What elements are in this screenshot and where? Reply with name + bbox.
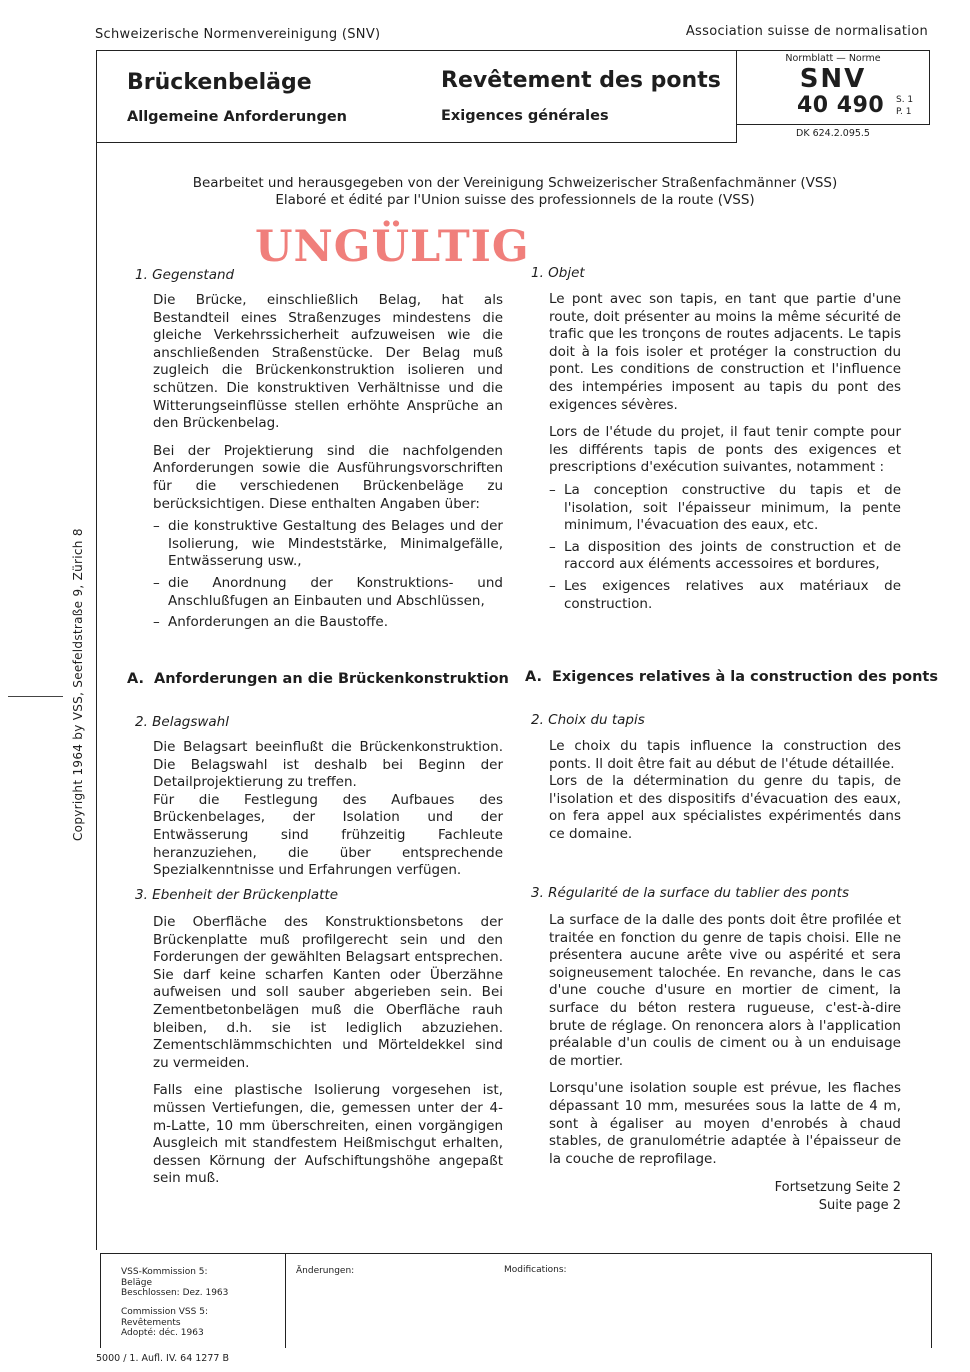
section-2-body-fr <box>549 738 901 854</box>
list-item: – Anforderungen an die Baustoffe. <box>153 614 388 631</box>
section-a-heading-fr: A. Exigences relatives à la construction des ponts <box>525 669 938 685</box>
header-bottom-rule <box>96 142 737 143</box>
changes-de-label: Änderungen: <box>296 1266 355 1276</box>
section-3-body-fr <box>549 912 901 1178</box>
section-3-para-1-fr: La surface de la dalle des ponts doit être profilée et traitée en fonction du genre de tapis choisi. Elle ne présentera aucune arête vive ou aspérité et sera soigneusement talochée. En revanche, dans le cas d'une couche d'usure en mortier de ciment, la surface du béton restera rugueuse, c'est-à-dire brute de réglage. On renoncera alors à l'application préalable d'un coulis de ciment ou à un enduisage de mortier. <box>549 912 901 1069</box>
section-1-list-fr <box>549 482 901 613</box>
copyright-side-text: Copyright 1964 by VSS, Seefeldstraße 9, Zürich 8 <box>71 528 85 841</box>
section-1-para-1-de: Die Brücke, einschließlich Belag, hat als Bestandteil eines Straßenzuges mindestens die gleiche Verkehrssicherheit aufzuweisen wie die anschließenden Straßenstücke. Der Belag muß zugleich die Brückenkonstruktion isolieren und schützen. Die konstruktiven Verhältnisse und die Witterungseinflüsse stellen erhöhte Ansprüche an den Brückenbelag. <box>153 292 503 432</box>
subtitle-de: Allgemeine Anforderungen <box>127 109 348 125</box>
section-1-list-de <box>153 518 503 632</box>
section-2-para-2-fr: Lors de la détermination du genre du tapis, de l'isolation et des dispositifs d'évacuation des eaux, on fera appel aux spécialistes expérimentés dans ce domaine. <box>549 773 901 842</box>
sheet-page <box>896 94 913 118</box>
section-3-title-de: 3. Ebenheit der Brückenplatte <box>135 887 339 903</box>
page-number: P. 1 <box>896 107 912 117</box>
title-fr: Revêtement des ponts <box>441 68 721 93</box>
side-margin-mark <box>8 696 63 697</box>
norm-box-mid-rule <box>736 124 930 125</box>
norm-box-right-rule <box>929 50 930 125</box>
subtitle-fr: Exigences générales <box>441 108 609 124</box>
commission-fr: Commission VSS 5: Revêtements Adopté: déc. 1963 <box>121 1307 208 1338</box>
section-1-body-de <box>153 292 503 636</box>
section-2-title-de: 2. Belagswahl <box>135 714 229 730</box>
section-1-para-2-fr: Lors de l'étude du projet, il faut tenir compte pour les différents tapis de ponts des exigences et prescriptions d'exécution suivantes, notamment : <box>549 424 901 476</box>
credit-fr: Elaboré et édité par l'Union suisse des professionnels de la route (VSS) <box>275 192 755 208</box>
section-3-para-2-de: Falls eine plastische Isolierung vorgesehen ist, müssen Vertiefungen, die, gemessen unter der 4-m-Latte, 10 mm überschreiten, einen vorgängigen Ausgleich mit standfestem Heißmischgut erhalten, dessen Körnung der Aufschiftungshöhe angepaßt sein muß. <box>153 1082 503 1187</box>
section-1-body-fr <box>549 291 901 617</box>
section-3-para-2-fr: Lorsqu'une isolation souple est prévue, les flaches dépassant 10 mm, mesurées sous la latte de 4 m, sont à égaliser au moyen d'enrobés à chaud stables, de granulométrie adaptée à l'épaisseur de la couche de reprofilage. <box>549 1080 901 1167</box>
norm-org: SNV <box>799 64 867 94</box>
sheet-number: S. 1 <box>896 95 914 105</box>
section-2-para-1-fr: Le choix du tapis influence la construction des ponts. Il doit être fait au début de l'étude détaillée. <box>549 738 901 772</box>
footer-box <box>100 1253 932 1348</box>
list-item: – die Anordnung der Konstruktions- und Anschlußfugen an Einbauten und Abschlüssen, <box>153 574 503 609</box>
section-3-para-1-de: Die Oberfläche des Konstruktionsbetons der Brückenplatte muß profilgerecht sein und den Forderungen der gewählten Belagsart entsprechen. Sie darf keine scharfen Kanten oder Überzähne aufweisen und soll sauber abgerieben sein. Bei Zementbetonbelägen muß die Oberfläche rauh bleiben, d.h. sie ist lediglich abzuziehen. Zementschlämmschichten und Mörteldekkel sind zu vermeiden. <box>153 914 503 1071</box>
continuation-note <box>775 1179 901 1214</box>
dk-classification: DK 624.2.095.5 <box>796 128 870 139</box>
header-top-rule <box>96 50 930 51</box>
continuation-fr: Suite page 2 <box>818 1197 901 1213</box>
invalid-stamp: UNGÜLTIG <box>255 222 530 272</box>
print-run-line: 5000 / 1. Aufl. IV. 64 1277 B <box>96 1353 229 1364</box>
section-1-title-fr: 1. Objet <box>531 265 585 281</box>
section-1-para-1-fr: Le pont avec son tapis, en tant que partie d'une route, doit présenter au moins la même sécurité de trafic que les tronçons de routes adjacents. Le tapis doit à la fois isoler et protéger la construction du pont. Les conditions de construction et l'influence des intempéries imposent au tapis du pont des exigences sévères. <box>549 291 901 413</box>
continuation-de: Fortsetzung Seite 2 <box>774 1180 901 1195</box>
norm-label: Normblatt — Norme <box>785 53 881 64</box>
section-3-title-fr: 3. Régularité de la surface du tablier des ponts <box>531 885 849 901</box>
list-item: – La disposition des joints de construction et de raccord aux éléments accessoires et bordures, <box>549 538 901 573</box>
commission-de: VSS-Kommission 5: Beläge Beschlossen: Dez. 1963 <box>121 1267 229 1298</box>
list-item: – Les exigences relatives aux matériaux de construction. <box>549 577 901 612</box>
title-de: Brückenbeläge <box>127 70 312 95</box>
norm-number: 40 490 <box>797 93 885 118</box>
list-item: – die konstruktive Gestaltung des Belages und der Isolierung, wie Mindeststärke, Minimalgefälle, Entwässerung usw., <box>153 518 503 570</box>
section-1-title-de: 1. Gegenstand <box>135 267 235 283</box>
org-name-fr: Association suisse de normalisation <box>685 24 928 39</box>
section-2-para-2-de: Für die Festlegung des Aufbaues des Brückenbelages, der Isolation und der Entwässerung sind frühzeitig Fachleute heranzuziehen, die über entsprechende Spezialkenntnisse und Erfahrungen verfügen. <box>153 791 503 879</box>
org-name-de: Schweizerische Normenvereinigung (SNV) <box>95 27 381 42</box>
section-a-heading-de: A. Anforderungen an die Brückenkonstruktion <box>127 671 509 687</box>
section-3-body-de <box>153 914 503 1198</box>
section-2-body-de <box>153 739 503 890</box>
list-item: – La conception constructive du tapis et de l'isolation, soit l'épaisseur minimum, la pente minimum, l'évacuation des eaux, etc. <box>549 481 901 534</box>
footer-divider <box>285 1254 286 1348</box>
section-1-para-2-de: Bei der Projektierung sind die nachfolgenden Anforderungen sowie die Ausführungsvorschriften für die verschiedenen Brückenbeläge zu berücksichtigen. Diese enthalten Angaben über: <box>153 442 503 512</box>
credit-de: Bearbeitet und herausgegeben von der Vereinigung Schweizerischer Straßenfachmänner (VSS) <box>192 175 838 191</box>
section-2-para-1-de: Die Belagsart beeinflußt die Brückenkonstruktion. Die Belagswahl ist deshalb bei Beginn der Detailprojektierung zu treffen. <box>153 739 503 791</box>
page-left-rule <box>96 50 97 1250</box>
section-2-title-fr: 2. Choix du tapis <box>531 712 645 728</box>
changes-fr-label: Modifications: <box>504 1265 567 1275</box>
